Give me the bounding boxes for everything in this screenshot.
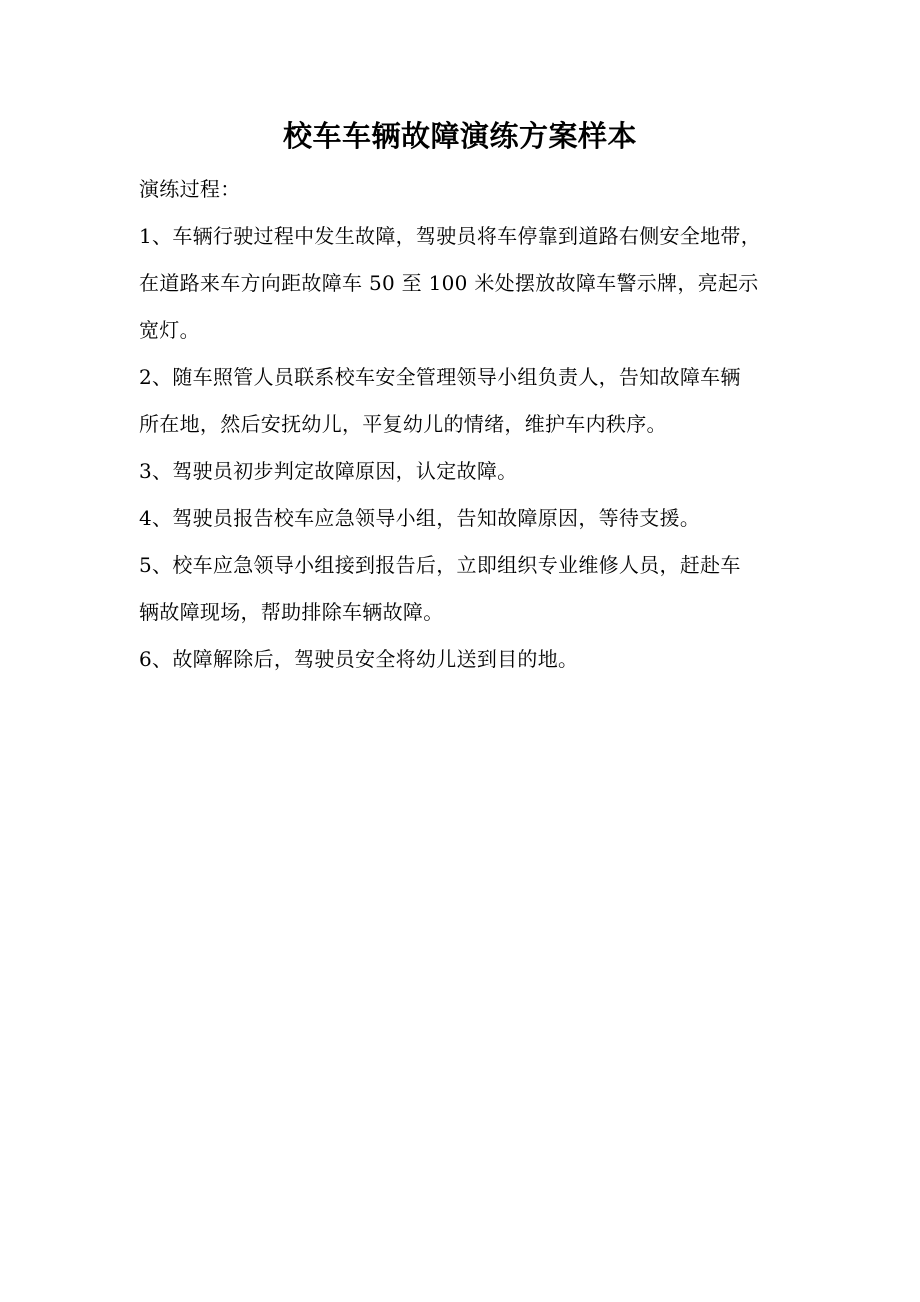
- paragraph-line: 辆故障现场，帮助排除车辆故障。: [139, 600, 444, 624]
- paragraph-line: 6、故障解除后，驾驶员安全将幼儿送到目的地。: [139, 647, 579, 671]
- document-body: [139, 166, 799, 683]
- paragraph-line: 4、驾驶员报告校车应急领导小组，告知故障原因，等待支援。: [139, 506, 701, 530]
- document-title: 校车车辆故障演练方案样本: [282, 119, 637, 153]
- paragraph-line: 3、驾驶员初步判定故障原因，认定故障。: [139, 459, 518, 483]
- section-heading: 演练过程：: [139, 177, 241, 201]
- paragraph-line: 5、校车应急领导小组接到报告后，立即组织专业维修人员，赶赴车: [139, 553, 741, 577]
- paragraph-line: 1、车辆行驶过程中发生故障，驾驶员将车停靠到道路右侧安全地带，: [139, 224, 762, 248]
- paragraph-line: 2、随车照管人员联系校车安全管理领导小组负责人，告知故障车辆: [139, 365, 741, 389]
- paragraph-line: 宽灯。: [139, 318, 200, 342]
- paragraph-line: 所在地，然后安抚幼儿，平复幼儿的情绪，维护车内秩序。: [139, 412, 667, 436]
- paragraph-line: 在道路来车方向距故障车 50 至 100 米处摆放故障车警示牌，亮起示: [139, 271, 759, 295]
